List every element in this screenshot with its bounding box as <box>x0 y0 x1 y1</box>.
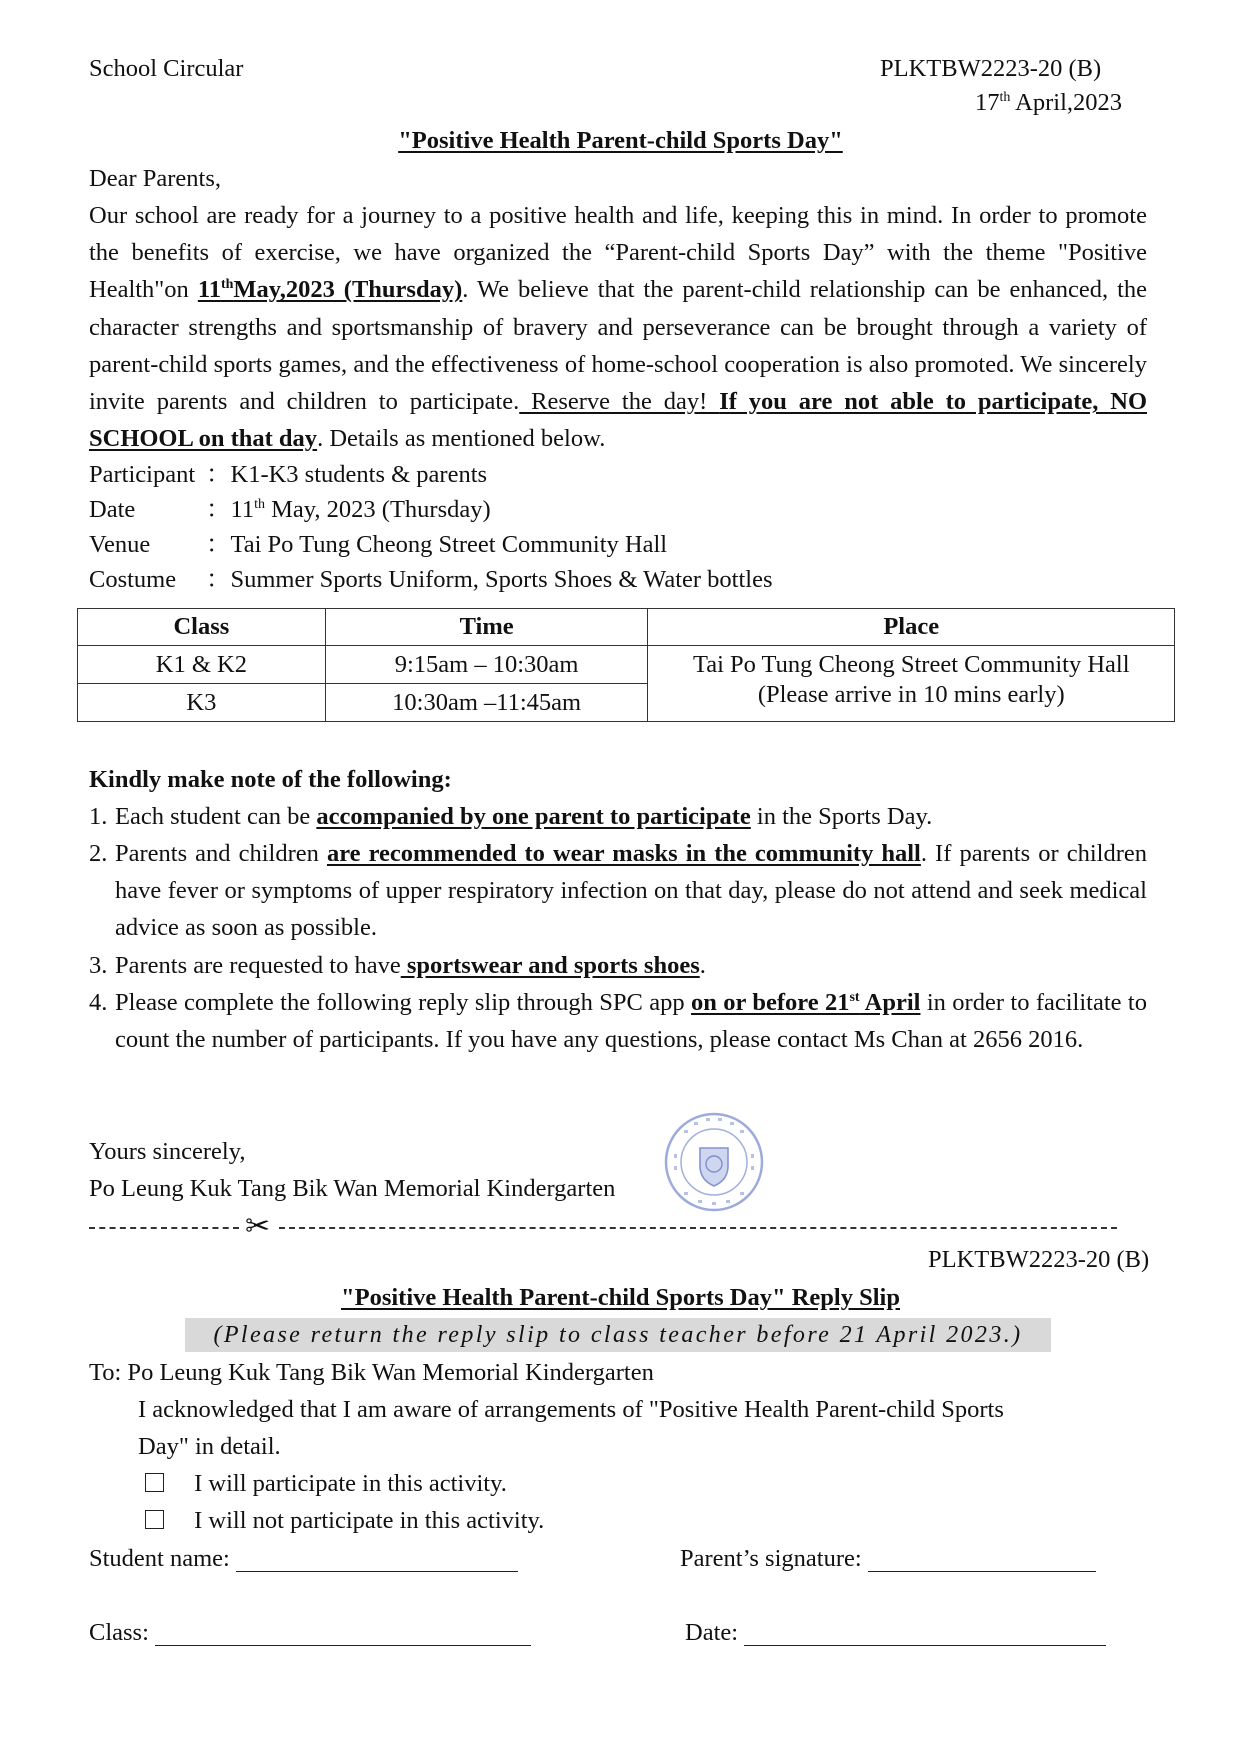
parent-signature-field[interactable] <box>868 1549 1096 1572</box>
detail-participant: Participant ：K1-K3 students & parents <box>89 461 488 488</box>
column-header: Class <box>78 609 326 646</box>
table-cell-place: Tai Po Tung Cheong Street Community Hall (Please arrive in 10 mins early) <box>648 646 1175 722</box>
reply-addressee: To: Po Leung Kuk Tang Bik Wan Memorial Kindergarten <box>89 1359 654 1386</box>
date-row <box>685 1614 1106 1651</box>
table-cell-time: 10:30am –11:45am <box>325 684 648 722</box>
school-name: Po Leung Kuk Tang Bik Wan Memorial Kindergarten <box>89 1175 616 1202</box>
parent-signature-row <box>680 1540 1096 1577</box>
reply-reference-number: PLKTBW2223-20 (B) <box>928 1246 1150 1273</box>
table-cell-time: 9:15am – 10:30am <box>325 646 648 684</box>
sign-off: Yours sincerely, <box>89 1138 246 1165</box>
detail-venue: Venue ：Tai Po Tung Cheong Street Community Hall <box>89 531 668 558</box>
reply-return-note: (Please return the reply slip to class teacher before 21 April 2023.) <box>185 1318 1051 1352</box>
student-name-row <box>89 1540 518 1577</box>
parent-signature-label: Parent’s signature: <box>680 1545 868 1572</box>
note-item: 3. Parents are requested to have sportswear and sports shoes. <box>89 952 706 979</box>
not-participate-checkbox[interactable] <box>145 1510 164 1529</box>
circular-date: 17th April,2023 <box>975 89 1123 116</box>
detail-date: Date ：11th May, 2023 (Thursday) <box>89 496 491 523</box>
class-label: Class: <box>89 1619 156 1646</box>
table-cell-class: K1 & K2 <box>78 646 326 684</box>
column-header: Time <box>325 609 648 646</box>
page-title: "Positive Health Parent-child Sports Day" <box>398 127 843 154</box>
schedule-table <box>77 608 1175 722</box>
cut-line <box>89 1208 1117 1248</box>
not-participate-option-label: I will not participate in this activity. <box>194 1507 545 1534</box>
circular-label: School Circular <box>89 55 244 82</box>
participate-option[interactable] <box>145 1465 507 1502</box>
class-field[interactable] <box>155 1623 531 1646</box>
salutation: Dear Parents, <box>89 165 221 192</box>
date-label: Date: <box>685 1619 745 1646</box>
date-field[interactable] <box>744 1623 1106 1646</box>
table-header-row <box>78 609 1175 646</box>
acknowledgement-line-2: Day" in detail. <box>138 1433 281 1460</box>
not-participate-option[interactable] <box>145 1502 544 1539</box>
table-cell-class: K3 <box>78 684 326 722</box>
participate-checkbox[interactable] <box>145 1473 164 1492</box>
table-row <box>78 646 1175 684</box>
column-header: Place <box>648 609 1175 646</box>
body-paragraph: Our school are ready for a journey to a positive health and life, keeping this in mind. In order to promote the benefits of exercise, we have organized the “Parent-child Sports Day” with the theme "Positive Health"on 11thMay,2023 (Thursday). We believe that the parent-child relationship can be enhanced, the character strengths and sportsmanship of bravery and perseverance can be brought through a variety of parent-child sports games, and the effectiveness of home-school cooperation is also promoted. We sincerely invite parents and children to participate. Reserve the day! If you are not able to participate, NO SCHOOL on that day. Details as mentioned below. <box>89 202 1148 453</box>
participate-option-label: I will participate in this activity. <box>194 1470 507 1497</box>
reference-number: PLKTBW2223-20 (B) <box>880 55 1102 82</box>
detail-costume: Costume ：Summer Sports Uniform, Sports Shoes & Water bottles <box>89 566 773 593</box>
scissors-icon: ✂ <box>245 1209 271 1244</box>
student-name-field[interactable] <box>236 1549 518 1572</box>
student-name-label: Student name: <box>89 1545 236 1572</box>
school-seal <box>662 1110 766 1214</box>
class-row <box>89 1614 531 1651</box>
notes-heading: Kindly make note of the following: <box>89 766 452 793</box>
acknowledgement-line-1: I acknowledged that I am aware of arrangements of "Positive Health Parent-child Sports <box>138 1396 1004 1423</box>
reply-slip-title: "Positive Health Parent-child Sports Day" Reply Slip <box>341 1284 900 1311</box>
note-item: 2. Parents and children are recommended to wear masks in the community hall. If parents or children have fever or symptoms of upper respiratory infection on that day, please do not attend and seek medical advice as soon as possible. <box>89 840 1147 942</box>
note-item: 4. Please complete the following reply slip through SPC app on or before 21st April in order to facilitate to count the number of participants. If you have any questions, please contact Ms Chan at 2656 2016. <box>89 989 1147 1054</box>
note-item: 1. Each student can be accompanied by one parent to participate in the Sports Day. <box>89 803 933 830</box>
